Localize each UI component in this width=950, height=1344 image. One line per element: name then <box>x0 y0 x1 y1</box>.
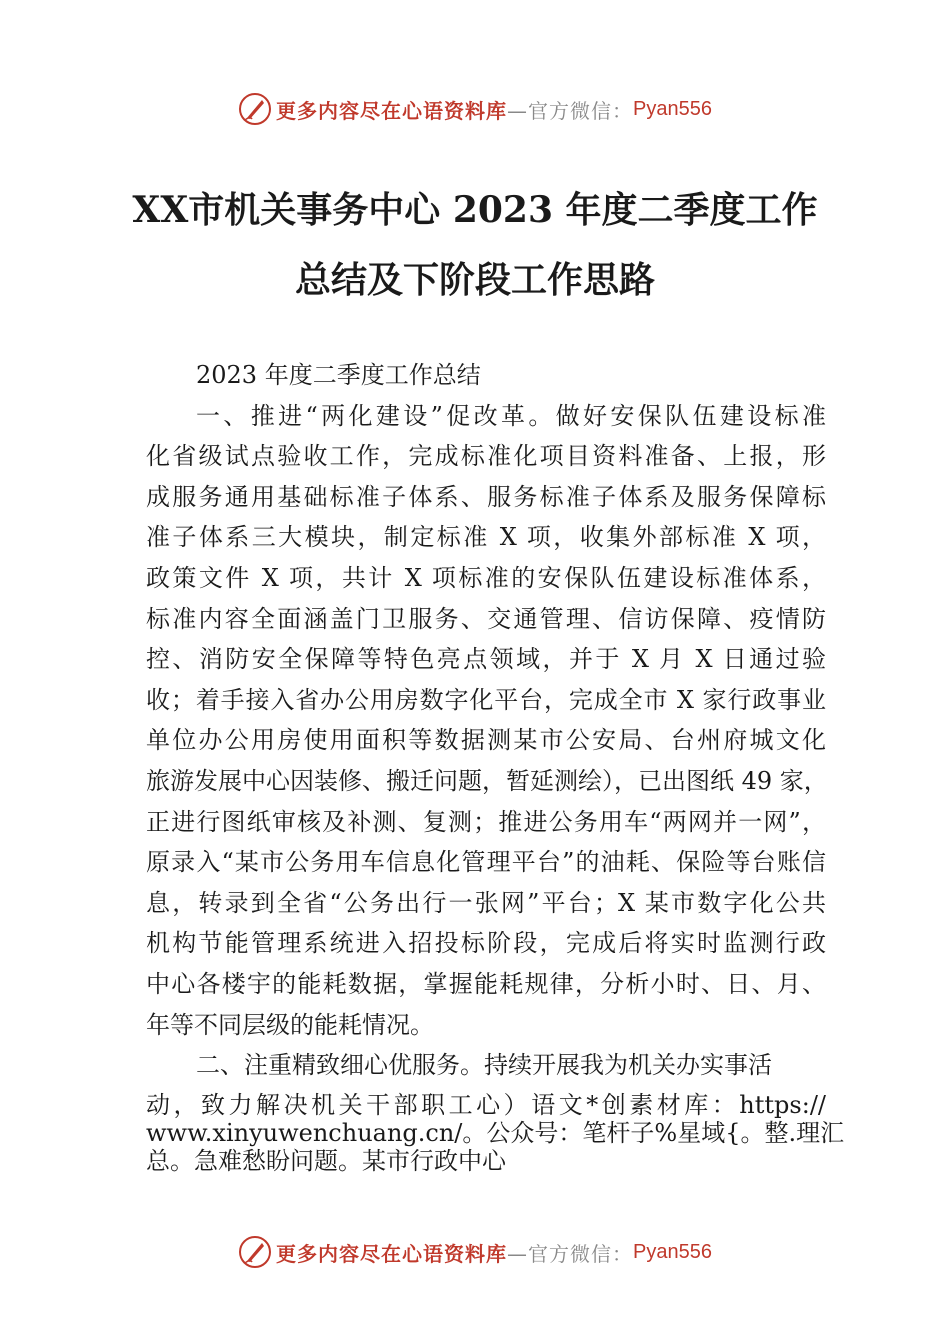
paragraph-1-line: 正进行图纸审核及补测、复测；推进公务用车“两网并一网”， <box>146 807 826 836</box>
paragraph-1-line: 化省级试点验收工作，完成标准化项目资料准备、上报，形 <box>146 442 826 471</box>
paragraph-1-line: 政策文件 X 项，共计 X 项标准的安保队伍建设标准体系， <box>146 563 826 592</box>
paragraph-1 <box>146 396 826 1046</box>
paragraph-2-first-line: 二、注重精致细心优服务。持续开展我为机关办实事活 <box>196 1051 772 1080</box>
paragraph-2-line: www.xinyuwenchuang.cn/。公众号：笔杆子%星域{。整.理汇 <box>146 1119 845 1147</box>
banner-official-text: —官方微信： <box>507 98 634 123</box>
document-title-line-1: XX市机关事务中心 2023 年度二季度工作 <box>132 189 818 231</box>
paragraph-1-line: 单位办公用房使用面积等数据测某市公安局、台州府城文化 <box>146 726 826 755</box>
paragraph-1-line: 一、推进“两化建设”促改革。做好安保队伍建设标准 <box>196 401 826 430</box>
quill-logo-icon <box>238 1235 272 1269</box>
paragraph-1-line: 息，转录到全省“公务出行一张网”平台；X 某市数字化公共 <box>146 888 826 917</box>
paragraph-2-line: 动，致力解决机关干部职工心）语文*创素材库：https:// <box>146 1091 826 1119</box>
section-heading: 2023 年度二季度工作总结 <box>196 361 481 389</box>
banner-brand-text: 更多内容尽在心语资料库 <box>276 1241 508 1266</box>
document-body <box>146 355 826 1086</box>
footer-watermark-banner <box>0 1235 950 1269</box>
banner-brand-text: 更多内容尽在心语资料库 <box>276 98 508 123</box>
banner-wechat-id: Pyan556 <box>633 1240 712 1263</box>
paragraph-1-line: 收；着手接入省办公用房数字化平台，完成全市 X 家行政事业 <box>146 685 826 714</box>
paragraph-1-line: 控、消防安全保障等特色亮点领域，并于 X 月 X 日通过验 <box>146 645 826 674</box>
paragraph-1-line: 年等不同层级的能耗情况。 <box>146 1010 434 1039</box>
paragraph-1-line: 成服务通用基础标准子体系、服务标准子体系及服务保障标 <box>146 482 826 511</box>
paragraph-1-line: 中心各楼宇的能耗数据，掌握能耗规律，分析小时、日、月、 <box>146 969 826 998</box>
paragraph-1-line: 标准内容全面涵盖门卫服务、交通管理、信访保障、疫情防 <box>146 604 826 633</box>
paragraph-1-line: 机构节能管理系统进入招投标阶段，完成后将实时监测行政 <box>146 929 826 958</box>
quill-logo-icon <box>238 92 272 126</box>
document-title-line-2: 总结及下阶段工作思路 <box>294 259 655 301</box>
paragraph-2-continuation <box>146 1091 845 1175</box>
banner-wechat-id: Pyan556 <box>633 97 712 120</box>
paragraph-2-line: 总。急难愁盼问题。某市行政中心 <box>146 1147 506 1175</box>
header-watermark-banner <box>0 92 950 126</box>
paragraph-1-line: 旅游发展中心因装修、搬迁问题，暂延测绘），已出图纸 49 家， <box>146 766 828 795</box>
paragraph-1-line: 原录入“某市公务用车信息化管理平台”的油耗、保险等台账信 <box>146 848 826 877</box>
paragraph-1-line: 准子体系三大模块，制定标准 X 项，收集外部标准 X 项， <box>146 523 826 552</box>
banner-official-text: —官方微信： <box>507 1241 634 1266</box>
